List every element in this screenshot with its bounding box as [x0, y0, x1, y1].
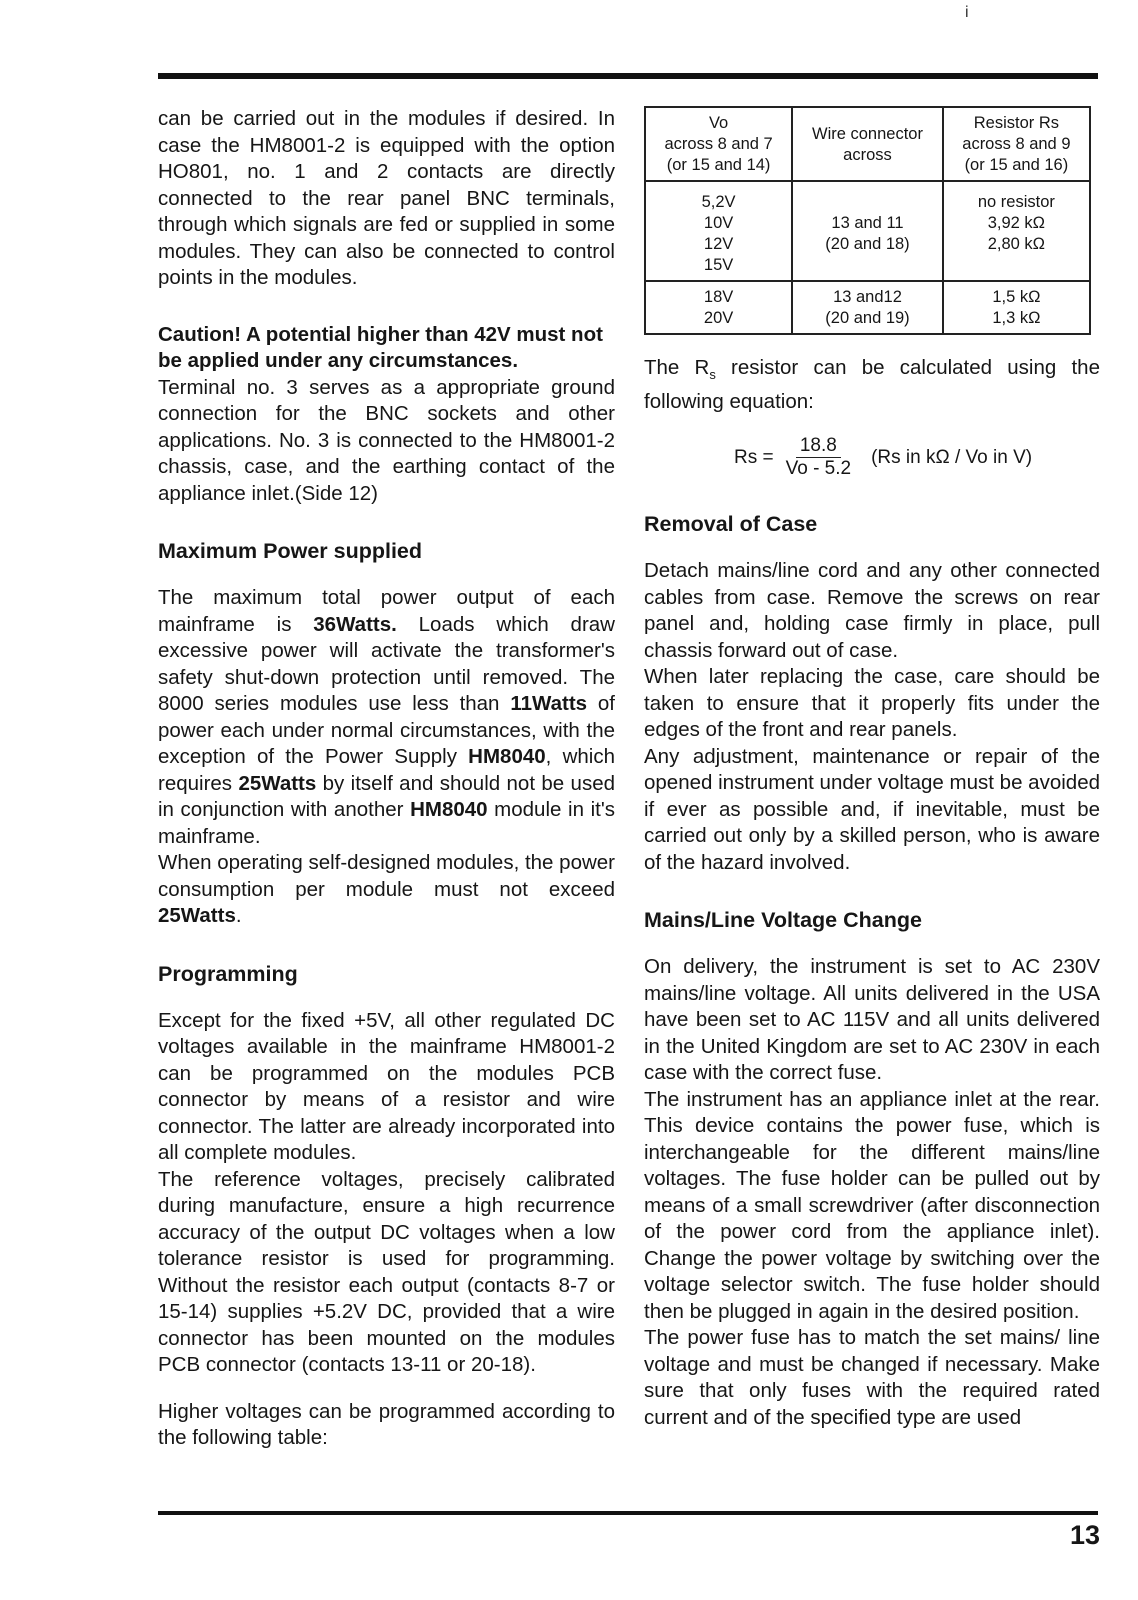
- bottom-rule: [158, 1511, 1098, 1515]
- table-cell: no resistor 3,92 kΩ 2,80 kΩ: [943, 181, 1090, 281]
- heading-mains-voltage-change: Mains/Line Voltage Change: [644, 908, 922, 933]
- corner-mark: i: [965, 4, 969, 21]
- header-resistor: Resistor Rs across 8 and 9 (or 15 and 16): [943, 107, 1090, 181]
- caution-warning: Caution! A potential higher than 42V must not be applied under any circumstances.: [158, 322, 603, 372]
- formula-fraction: [782, 435, 856, 480]
- formula-lhs: Rs =: [734, 446, 774, 468]
- left-column: [158, 106, 615, 1452]
- power-paragraph: The maximum total power output of each mainframe is 36Watts. Loads which draw excessive power will activate the transformer's safety shut-down protection until removed. The 8000 series modules use less than 11Watts of power each under normal circumstances, with the exception of the Power Supply HM8040, which requires 25Watts by itself and should not be used in conjunction with another HM8040 module in it's mainframe.: [158, 586, 615, 848]
- header-vo: Vo across 8 and 7 (or 15 and 14): [645, 107, 792, 181]
- programming-table: [644, 106, 1091, 335]
- top-rule: [158, 73, 1098, 79]
- formula-denominator: Vo - 5.2: [785, 458, 852, 480]
- terminal-paragraph: Terminal no. 3 serves as a appropriate ground connection for the BNC sockets and other applications. No. 3 is connected to the HM8001-2 chassis, case, and the earthing contact of the appliance inlet.(Side 12): [158, 375, 615, 505]
- case-paragraph-3: Any adjustment, maintenance or repair of the opened instrument under voltage must be avoided if ever as possible and, if inevitable, must be carried out only by a skilled person, who is aware of the hazard involved.: [644, 744, 1100, 874]
- header-wire-connector: Wire connector across: [792, 107, 943, 181]
- rs-paragraph: The $R_s$ resistor can be calculated using the following equation:: [644, 356, 1100, 413]
- table-cell: 5,2V 10V 12V 15V: [645, 181, 792, 281]
- heading-programming: Programming: [158, 961, 298, 986]
- right-column: [644, 106, 1100, 1431]
- table-row: [645, 281, 1090, 334]
- rs-formula: [734, 435, 1100, 480]
- mains-paragraph-1: On delivery, the instrument is set to AC 230V mains/line voltage. All units delivered in the USA have been set to AC 115V and all units delivered in the United Kingdom are set to AC 230V in each case with the correct fuse.: [644, 955, 1100, 1085]
- table-header-row: [645, 107, 1090, 181]
- programming-paragraph-3: Higher voltages can be programmed according to the following table:: [158, 1399, 615, 1449]
- table-cell: 13 and12 (20 and 19): [792, 281, 943, 334]
- case-paragraph-1: Detach mains/line cord and any other connected cables from case. Remove the screws on rear panel and, holding case firmly in place, pull chassis forward out of case.: [644, 559, 1100, 662]
- heading-removal-of-case: Removal of Case: [644, 512, 818, 537]
- heading-maximum-power: Maximum Power supplied: [158, 539, 423, 563]
- intro-paragraph: can be carried out in the modules if desired. In case the HM8001-2 is equipped with the option HO801, no. 1 and 2 contacts are directly connected to the rear panel BNC terminals, through which signals are fed or supplied in some modules. They can also be connected to control points in the modules.: [158, 107, 615, 289]
- programming-paragraph-2: The reference voltages, precisely calibrated during manufacture, ensure a high recurrence accuracy of the output DC voltages when a low tolerance resistor is used for programming. Without the resistor each output (contacts 8-7 or 15-14) supplies +5.2V DC, provided that a wire connector has been mounted on the modules PCB connector (contacts 13-11 or 20-18).: [158, 1167, 615, 1376]
- mains-paragraph-2: The instrument has an appliance inlet at the rear. This device contains the power fuse, which is interchangeable for the different mains/line voltages. The fuse holder can be pulled out by means of a small screwdriver (after disconnection of the power cord from the appliance inlet). Change the power voltage by switching over the voltage selector switch. The fuse holder should then be plugged in again in the desired position.: [644, 1087, 1100, 1323]
- formula-numerator: 18.8: [796, 435, 841, 458]
- page-number: 13: [1069, 1520, 1100, 1550]
- formula-units: (Rs in kΩ / Vo in V): [871, 446, 1033, 468]
- self-designed-paragraph: When operating self-designed modules, the power consumption per module must not exceed 25Watts.: [158, 851, 615, 927]
- mains-paragraph-3: The power fuse has to match the set mains/ line voltage and must be changed if necessary. Make sure that only fuses with the required rated current and of the specified type are used: [644, 1326, 1100, 1429]
- table-cell: 18V 20V: [645, 281, 792, 334]
- table-cell: 13 and 11 (20 and 18): [792, 181, 943, 281]
- case-paragraph-2: When later replacing the case, care should be taken to ensure that it properly fits under the edges of the front and rear panels.: [644, 665, 1100, 742]
- programming-paragraph-1: Except for the fixed +5V, all other regulated DC voltages available in the mainframe HM8001-2 can be programmed on the modules PCB connector by means of a resistor and wire connector. The latter are already incorporated into all complete modules.: [158, 1008, 615, 1164]
- table-row: [645, 181, 1090, 281]
- table-cell: 1,5 kΩ 1,3 kΩ: [943, 281, 1090, 334]
